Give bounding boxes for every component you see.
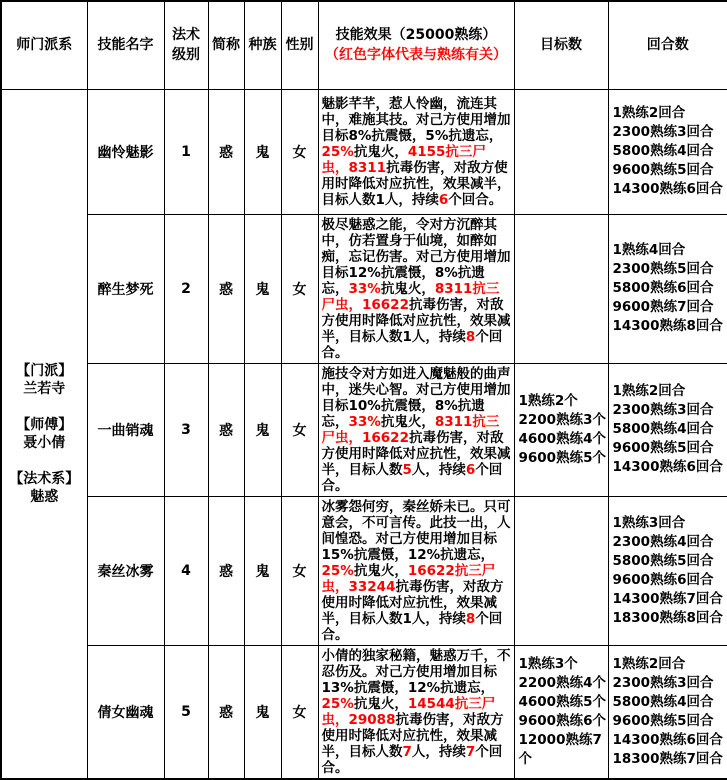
skill-row [1,645,727,779]
skill-effect-cell: 极尽魅惑之能，令对方沉醉其中，仿若置身于仙境，如醉如痴，忘记伤害。对己方使用增加目标12%抗震慑，8%抗遗忘，33%抗鬼火，8311抗三尸虫，16622抗毒伤害，对敌方使用时降低对应抗性，效果减半，目标人数1人，持续8个回合。 [318,214,514,363]
skill-race-cell: 鬼 [244,214,281,363]
header-sect: 师门派系 [1,1,87,89]
header-rounds: 回合数 [608,1,727,89]
skill-name-cell: 一曲销魂 [87,363,164,496]
skill-effect-cell: 施技令对方如进入魔魅般的曲声中，迷失心智。对己方使用增加目标10%抗震慑，8%抗遗忘，33%抗鬼火，8311抗三尸虫，16622抗毒伤害，对敌方使用时降低对应抗性，效果减半，目标人数5人，持续6个回合。 [318,363,514,496]
header-abbr: 简称 [208,1,244,89]
skill-effect-cell: 小倩的独家秘籍，魅惑万千，不忍伤及。对己方使用增加目标13%抗震慑，12%抗遗忘，25%抗鬼火，14544抗三尸虫，29088抗毒伤害，对敌方使用时降低对应抗性，效果减半，目标人数7人，持续7个回合。 [318,645,514,779]
skill-targets-cell: 1熟练3个 2200熟练4个 4600熟练5个 9600熟练6个 12000熟练7个 [514,645,608,779]
sect-cell: 【门派】 兰若寺 【师傅】 聂小倩 【法术系】 魅惑 [1,89,87,779]
skill-effect-cell: 魅影芊芊，惹人怜幽，流连其中，难施其技。对己方使用增加目标8%抗震慑，5%抗遗忘，25%抗鬼火，4155抗三尸虫，8311抗毒伤害，对敌方使用时降低对应抗性，效果减半，目标人数1人，持续6个回合。 [318,89,514,214]
skill-name-cell: 倩女幽魂 [87,645,164,779]
skill-abbr-cell: 惑 [208,363,244,496]
skill-level-cell: 3 [164,363,208,496]
skill-race-cell: 鬼 [244,363,281,496]
skill-rounds-cell: 1熟练4回合 2300熟练5回合 5800熟练6回合 9600熟练7回合 14300熟练8回合 [608,214,727,363]
skill-level-cell: 5 [164,645,208,779]
skill-targets-cell [514,214,608,363]
skill-gender-cell: 女 [281,496,318,645]
skill-race-cell: 鬼 [244,89,281,214]
header-level: 法术级别 [164,1,208,89]
header-row [1,1,727,89]
header-race: 种族 [244,1,281,89]
skill-gender-cell: 女 [281,363,318,496]
skill-rounds-cell: 1熟练2回合 2300熟练3回合 5800熟练4回合 9600熟练5回合 14300熟练6回合 [608,363,727,496]
skill-gender-cell: 女 [281,645,318,779]
skill-abbr-cell: 惑 [208,496,244,645]
skill-level-cell: 1 [164,89,208,214]
skill-row [1,363,727,496]
skill-abbr-cell: 惑 [208,645,244,779]
skill-row [1,496,727,645]
skill-level-cell: 4 [164,496,208,645]
skill-targets-cell: 1熟练2个 2200熟练3个 4600熟练4个 9600熟练5个 [514,363,608,496]
skill-abbr-cell: 惑 [208,214,244,363]
skill-name-cell: 醉生梦死 [87,214,164,363]
header-gender: 性别 [281,1,318,89]
skill-rounds-cell: 1熟练2回合 2300熟练3回合 5800熟练4回合 9600熟练5回合 14300熟练6回合 [608,89,727,214]
skill-level-cell: 2 [164,214,208,363]
skill-rounds-cell: 1熟练2回合 2300熟练3回合 5800熟练4回合 9600熟练5回合 14300熟练6回合 18300熟练7回合 [608,645,727,779]
header-effect-line1: 技能效果（25000熟练） [335,27,497,44]
skill-row [1,214,727,363]
header-effect [318,1,514,89]
skill-race-cell: 鬼 [244,496,281,645]
skill-name-cell: 秦丝冰雾 [87,496,164,645]
skill-row [1,89,727,214]
skill-effect-cell: 冰雾怨何穷，秦丝娇未已。只可意会，不可言传。此技一出，人间惶恐。对己方使用增加目标15%抗震慑，12%抗遗忘，25%抗鬼火，16622抗三尸虫，33244抗毒伤害，对敌方使用时降低对应抗性，效果减半，目标人数1人，持续8个回合。 [318,496,514,645]
skill-gender-cell: 女 [281,214,318,363]
skill-targets-cell [514,89,608,214]
header-effect-line2: （红色字体代表与熟练有关） [325,47,507,64]
skill-rounds-cell: 1熟练3回合 2300熟练4回合 5800熟练5回合 9600熟练6回合 14300熟练7回合 18300熟练8回合 [608,496,727,645]
skill-targets-cell [514,496,608,645]
header-targets: 目标数 [514,1,608,89]
header-skill-name: 技能名字 [87,1,164,89]
skill-abbr-cell: 惑 [208,89,244,214]
skill-name-cell: 幽怜魅影 [87,89,164,214]
skill-gender-cell: 女 [281,89,318,214]
skill-race-cell: 鬼 [244,645,281,779]
